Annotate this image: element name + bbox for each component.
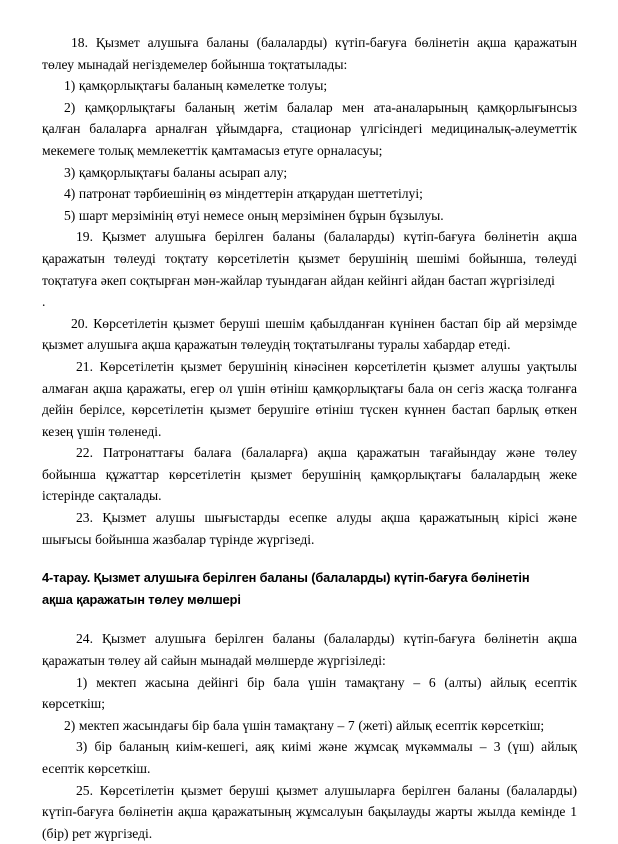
paragraph-18: 18. Қызмет алушыға баланы (балаларды) күтіп-бағуға бөлінетін ақша қаражатын төлеу мынадай негіздемелер бойынша тоқтатылады: <box>42 35 577 72</box>
list-item-24-3: 3) бір баланың киім-кешегі, аяқ киімі және жұмсақ мүкәммалы – 3 (үш) айлық есептік көрсеткіш. <box>42 739 577 776</box>
list-item-24-1: 1) мектеп жасына дейінгі бір бала үшін тамақтану – 6 (алты) айлық есептік көрсеткіш; <box>42 674 577 712</box>
list-item-18-5: 5) шарт мерзімінің өтуі немесе оның мерзімінен бұрын бұзылуы. <box>64 207 444 223</box>
chapter-4-heading: 4-тарау. Қызмет алушыға берілген баланы (балаларды) күтіп-бағуға бөлінетін ақша қаражатын төлеу мөлшері <box>42 570 530 607</box>
paragraph-24: 24. Қызмет алушыға берілген баланы (балаларды) күтіп-бағуға бөлінетін ақша қаражатын төлеу ай сайын мынадай мөлшерде жүргізіледі: <box>42 631 577 669</box>
stray-period-line: . <box>42 294 46 310</box>
paragraph-23: 23. Қызмет алушы шығыстарды есепке алуды ақша қаражатының кірісі және шығысы бойынша жазбалар түрінде жүргізеді. <box>42 510 577 547</box>
document-body <box>42 32 577 844</box>
list-item-18-3: 3) қамқорлықтағы баланы асырап алу; <box>64 164 288 180</box>
paragraph-20: 20. Көрсетілетін қызмет беруші шешім қабылданған күнінен бастап бір ай мерзімде қызмет алушыға ақша қаражатын төлеудің тоқтатылғаны туралы хабардар етеді. <box>42 315 577 353</box>
paragraph-21: 21. Көрсетілетін қызмет берушінің кінәсінен көрсетілетін қызмет алушы уақтылы алмаған ақша қаражаты, егер ол үшін өтініш қамқорлықтағы бала он сегіз жасқа толғанға дейін берілсе, көрсетілетін қызмет берушіге өтініш түскен күннен бастап барлық өткен кезең үшін төленеді. <box>42 358 577 439</box>
spacer-below-heading <box>42 610 577 628</box>
spacer-above-heading <box>42 550 577 567</box>
paragraph-19: 19. Қызмет алушыға берілген баланы (балаларды) күтіп-бағуға бөлінетін ақша қаражатын төлеуді тоқтату көрсетілетін қызмет берушінің шешімі бойынша, төлеуді тоқтатуға әкеп соқтырған мән-жайлар туындаған айдан кейінгі айдан бастап жүргізіледі <box>42 229 577 288</box>
list-item-18-4: 4) патронат тәрбиешінің өз міндеттерін атқарудан шеттетілуі; <box>64 186 423 202</box>
paragraph-25: 25. Көрсетілетін қызмет беруші қызмет алушыларға берілген баланы (балаларды) күтіп-бағуға бөлінетін ақша қаражатының жұмсалуын бақылауды жарты жылда кемінде 1 (бір) рет жүргізеді. <box>42 782 577 841</box>
list-item-24-2: 2) мектеп жасындағы бір бала үшін тамақтану – 7 (жеті) айлық есептік көрсеткіш; <box>64 717 545 733</box>
list-item-18-2: 2) қамқорлықтағы баланың жетім балалар мен ата-аналарының қамқорлығынсыз қалған балаларға арналған ұйымдарға, стационар үлгісіндегі медициналық-әлеуметтік мекемеге толық мемлекеттік қамтамасыз етуге орналасуы; <box>42 99 577 158</box>
paragraph-22: 22. Патронаттағы балаға (балаларға) ақша қаражатын тағайындау және төлеу бойынша құжаттар көрсетілетін қызмет берушінің қамқорлықтағы балалардың жеке істерінде сақталады. <box>42 445 577 504</box>
list-item-18-1: 1) қамқорлықтағы баланың кәмелетке толуы; <box>64 78 328 94</box>
